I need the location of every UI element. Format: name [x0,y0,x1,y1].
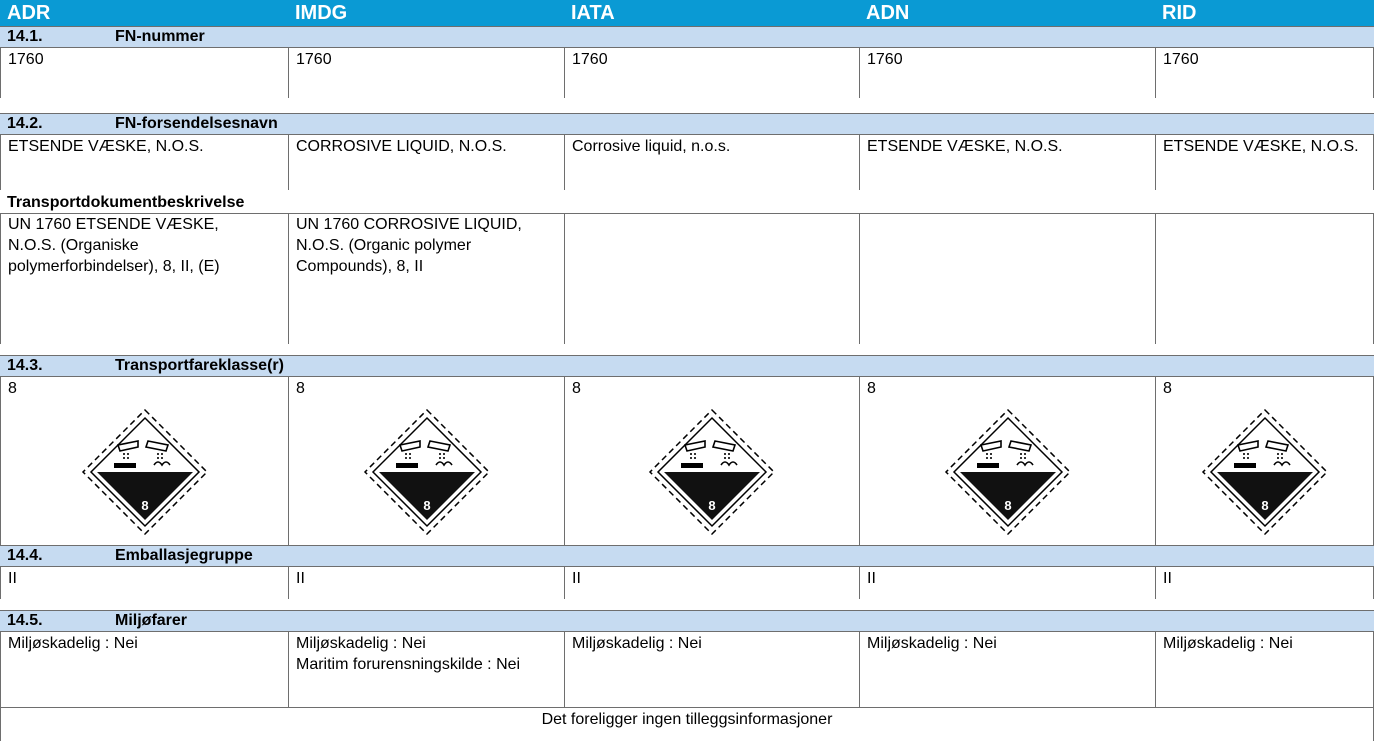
section-title: Miljøfarer [115,612,188,629]
env-hazards-adn: Miljøskadelig : Nei [859,632,1155,707]
transport-doc-rid [1155,213,1374,344]
packing-group-adn: II [859,567,1155,599]
corrosive-hazard-diamond-icon [362,407,492,537]
section-header-transport-doc [0,193,1374,214]
un-number-rid: 1760 [1155,48,1374,98]
hazard-class-imdg: 8 [288,377,564,399]
hazard-label-iata [564,399,859,545]
hazard-class-row [0,377,1374,399]
section-title: Transportdokumentbeskrivelse [7,194,245,211]
packing-group-rid: II [1155,567,1374,599]
un-number-adr: 1760 [0,48,288,98]
section-number: 14.3. [7,357,43,374]
additional-info-row [0,707,1374,741]
transport-doc-adn [859,213,1155,344]
transport-doc-adr: UN 1760 ETSENDE VÆSKE, N.O.S. (Organiske polymerforbindelser), 8, II, (E) [0,213,288,344]
header-rid: RID [1162,2,1197,24]
header-adn: ADN [866,2,910,24]
section-number: 14.4. [7,547,43,564]
header-adr: ADR [7,2,51,24]
section-number: 14.2. [7,115,43,132]
transport-doc-row [0,213,1374,344]
hazard-class-number: 8 [1260,498,1269,513]
section-header-hazard-class [0,355,1374,377]
hazard-class-iata: 8 [564,377,859,399]
shipping-name-adn: ETSENDE VÆSKE, N.O.S. [859,135,1155,190]
env-hazards-iata: Miljøskadelig : Nei [564,632,859,707]
section-header-un-number [0,26,1374,48]
hazard-class-number: 8 [1003,498,1012,513]
hazard-class-adn: 8 [859,377,1155,399]
shipping-name-adr: ETSENDE VÆSKE, N.O.S. [0,135,288,190]
section-number: 14.1. [7,28,43,45]
section-header-packing-group [0,545,1374,567]
packing-group-row [0,567,1374,599]
env-hazards-adr: Miljøskadelig : Nei [0,632,288,707]
section-title: Emballasjegruppe [115,547,253,564]
corrosive-hazard-diamond-icon [647,407,777,537]
section-title: FN-forsendelsesnavn [115,115,278,132]
hazard-class-number: 8 [140,498,149,513]
shipping-name-rid: ETSENDE VÆSKE, N.O.S. [1155,135,1374,190]
shipping-name-iata: Corrosive liquid, n.o.s. [564,135,859,190]
env-hazards-rid: Miljøskadelig : Nei [1155,632,1374,707]
un-number-iata: 1760 [564,48,859,98]
un-number-imdg: 1760 [288,48,564,98]
hazard-label-adn [859,399,1155,545]
packing-group-iata: II [564,567,859,599]
corrosive-hazard-diamond-icon [80,407,210,537]
hazard-label-rid [1155,399,1374,545]
section-title: Transportfareklasse(r) [115,357,284,374]
section-header-env-hazards [0,610,1374,632]
corrosive-hazard-diamond-icon [1200,407,1330,537]
un-number-adn: 1760 [859,48,1155,98]
packing-group-imdg: II [288,567,564,599]
mode-header-row [0,0,1374,26]
un-number-row [0,48,1374,98]
header-imdg: IMDG [295,2,348,24]
transport-doc-imdg: UN 1760 CORROSIVE LIQUID, N.O.S. (Organic polymer Compounds), 8, II [288,213,564,344]
transport-doc-iata [564,213,859,344]
hazard-class-number: 8 [708,498,716,513]
hazard-label-adr [0,399,288,545]
section-number: 14.5. [7,612,43,629]
hazard-label-row [0,399,1374,545]
env-hazards-row [0,632,1374,707]
shipping-name-imdg: CORROSIVE LIQUID, N.O.S. [288,135,564,190]
env-hazards-imdg: Miljøskadelig : Nei Maritim forurensningskilde : Nei [288,632,564,707]
hazard-class-adr: 8 [0,377,288,399]
hazard-label-imdg [288,399,564,545]
additional-info-text: Det foreligger ingen tilleggsinformasjoner [0,708,1374,741]
section-header-shipping-name [0,113,1374,135]
hazard-class-rid: 8 [1155,377,1374,399]
shipping-name-row [0,135,1374,190]
packing-group-adr: II [0,567,288,599]
header-iata: IATA [571,2,615,24]
section-title: FN-nummer [115,28,205,45]
hazard-class-number: 8 [422,498,431,513]
corrosive-hazard-diamond-icon [943,407,1073,537]
